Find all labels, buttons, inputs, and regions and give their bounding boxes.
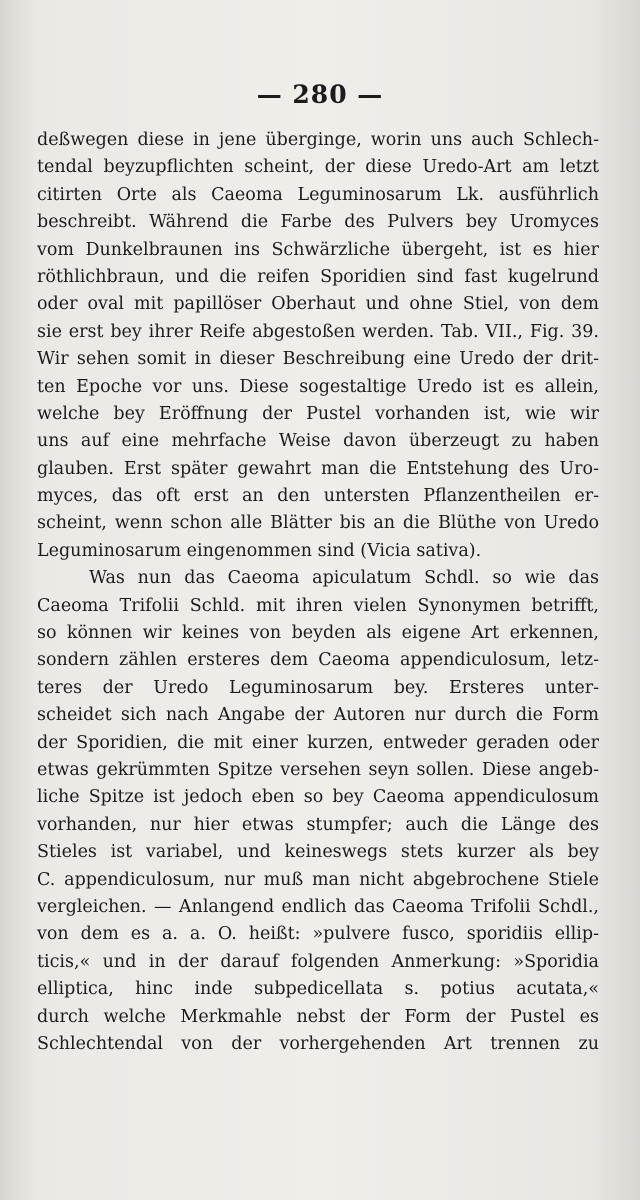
text-line: scheidet sich nach Angabe der Autoren nur durch die Form [37, 705, 599, 726]
text-line: glauben. Erst später gewahrt man die Entstehung des Uro- [37, 458, 599, 479]
text-line: Stieles ist variabel, und keineswegs stets kurzer als bey [37, 842, 599, 863]
text-line: liche Spitze ist jedoch eben so bey Caeoma appendiculosum [37, 787, 599, 808]
text-line: deßwegen diese in jene überginge, worin uns auch Schlech- [37, 130, 599, 150]
page-number: — 280 — [256, 80, 384, 109]
text-line: welche bey Eröffnung der Pustel vorhanden ist, wie wir [37, 403, 599, 424]
text-line: elliptica, hinc inde subpedicellata s. potius acutata,« [37, 979, 599, 1000]
text-line: vorhanden, nur hier etwas stumpfer; auch die Länge des [37, 814, 599, 835]
text-line: citirten Orte als Caeoma Leguminosarum Lk. ausführlich [37, 184, 599, 205]
text-line: C. appendiculosum, nur muß man nicht abgebrochene Stiele [37, 869, 599, 890]
text-line: Caeoma Trifolii Schld. mit ihren vielen Synonymen betrifft, [37, 595, 599, 616]
text-line: beschreibt. Während die Farbe des Pulvers bey Uromyces [37, 212, 599, 233]
text-line: uns auf eine mehrfache Weise davon überzeugt zu haben [37, 431, 599, 452]
text-line: von dem es a. a. O. heißt: »pulvere fusco, sporidiis ellip- [37, 924, 599, 945]
text-line: myces, das oft erst an den untersten Pflanzentheilen er- [37, 486, 599, 507]
text-line: vergleichen. — Anlangend endlich das Caeoma Trifolii Schdl., [37, 896, 599, 917]
body-text [37, 127, 599, 1058]
text-line: ten Epoche vor uns. Diese sogestaltige Uredo ist es allein, [37, 376, 599, 397]
text-line: tendal beyzupflichten scheint, der diese Uredo-Art am letzt [37, 157, 599, 178]
text-line: teres der Uredo Leguminosarum bey. Ersteres unter- [37, 677, 599, 698]
text-line: scheint, wenn schon alle Blätter bis an die Blüthe von Uredo [37, 513, 599, 534]
text-line: etwas gekrümmten Spitze versehen seyn sollen. Diese angeb- [37, 759, 599, 780]
text-line: vom Dunkelbraunen ins Schwärzliche übergeht, ist es hier [37, 239, 599, 260]
text-line: so können wir keines von beyden als eigene Art erkennen, [37, 623, 599, 644]
text-line: sondern zählen ersteres dem Caeoma appendiculosum, letz- [37, 650, 599, 671]
text-line: sie erst bey ihrer Reife abgestoßen werden. Tab. VII., Fig. 39. [37, 321, 599, 342]
text-line: röthlichbraun, und die reifen Sporidien sind fast kugelrund [37, 266, 599, 287]
text-line: der Sporidien, die mit einer kurzen, entweder geraden oder [37, 732, 599, 753]
text-line: Leguminosarum eingenommen sind (Vicia sativa). [37, 540, 482, 561]
text-line: Schlechtendal von der vorhergehenden Art trennen zu [37, 1033, 599, 1054]
text-line: oder oval mit papillöser Oberhaut und ohne Stiel, von dem [37, 294, 599, 315]
text-line: Was nun das Caeoma apiculatum Schdl. so wie das [89, 568, 599, 589]
text-line: durch welche Merkmahle nebst der Form der Pustel es [37, 1006, 599, 1027]
text-line: Wir sehen somit in dieser Beschreibung eine Uredo der drit- [37, 349, 599, 370]
text-line: ticis,« und in der darauf folgenden Anmerkung: »Sporidia [37, 951, 599, 972]
